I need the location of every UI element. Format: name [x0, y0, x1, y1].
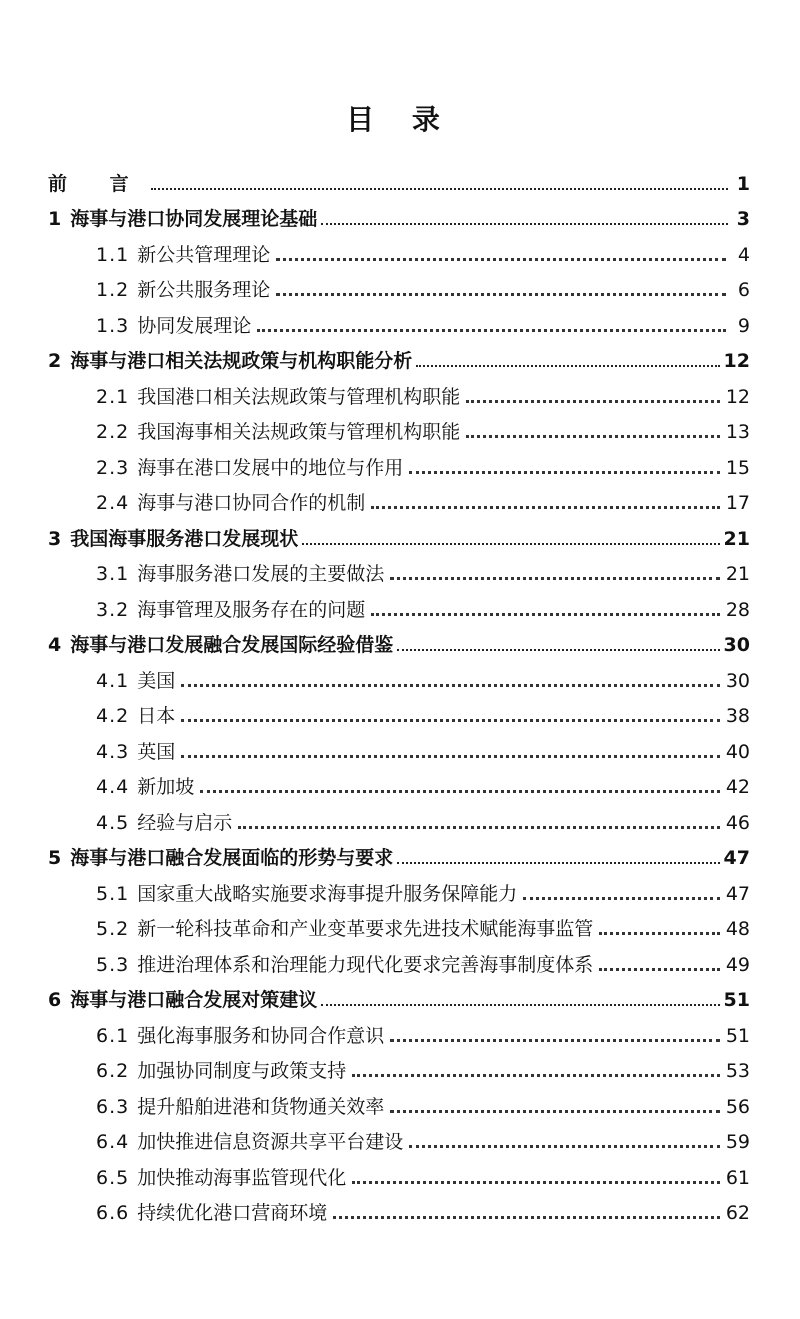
toc-chapter-entry[interactable] — [48, 835, 750, 871]
toc-entry-number: 6.1 — [96, 1024, 130, 1047]
toc-entry-number: 2.4 — [96, 492, 130, 514]
toc-entry-title: 英国 — [137, 740, 176, 763]
toc-entry-title: 加强协同制度与政策支持 — [137, 1060, 347, 1082]
toc-page-number: 51 — [723, 989, 750, 1011]
toc-entry-number: 1.3 — [96, 314, 130, 337]
toc-section-entry[interactable] — [48, 906, 750, 942]
toc-page-number: 48 — [725, 918, 750, 940]
toc-entry-number: 2.2 — [96, 421, 130, 443]
toc-entry-number: 2 — [48, 350, 63, 372]
toc-dot-leader — [397, 862, 719, 864]
toc-entry-number: 3.1 — [96, 563, 130, 585]
toc-dot-leader — [321, 1004, 719, 1006]
toc-page-number: 62 — [725, 1202, 750, 1224]
toc-section-entry[interactable] — [48, 1154, 750, 1190]
toc-page-number: 61 — [725, 1166, 750, 1189]
toc-entry-title: 美国 — [137, 669, 176, 692]
toc-entry-title: 经验与启示 — [137, 811, 233, 834]
toc-dot-leader — [181, 719, 720, 722]
toc-dot-leader — [151, 188, 728, 190]
toc-entry-number: 2.1 — [96, 385, 130, 408]
toc-dot-leader — [416, 365, 719, 367]
toc-page-number: 42 — [725, 776, 750, 798]
toc-entry-title: 海事管理及服务存在的问题 — [137, 598, 366, 621]
toc-dot-leader — [390, 1039, 720, 1042]
toc-page-number: 6 — [737, 279, 750, 301]
toc-page-number: 12 — [723, 350, 750, 372]
table-of-contents — [48, 160, 750, 1225]
toc-entry-number: 5.3 — [96, 953, 130, 976]
toc-entry-title: 海事服务港口发展的主要做法 — [137, 563, 385, 585]
toc-chapter-entry[interactable] — [48, 622, 750, 658]
toc-section-entry[interactable] — [48, 764, 750, 800]
toc-page-number: 47 — [725, 882, 750, 905]
toc-section-entry[interactable] — [48, 586, 750, 622]
toc-page-number: 38 — [725, 705, 750, 727]
toc-chapter-entry[interactable] — [48, 338, 750, 374]
toc-entry-title: 新公共服务理论 — [137, 279, 271, 301]
toc-dot-leader — [352, 1181, 720, 1184]
toc-dot-leader — [371, 613, 720, 616]
toc-section-entry[interactable] — [48, 551, 750, 587]
toc-entry-number: 6.6 — [96, 1202, 130, 1224]
toc-dot-leader — [257, 329, 726, 332]
toc-section-entry[interactable] — [48, 480, 750, 516]
toc-page-number: 21 — [723, 527, 750, 550]
toc-dot-leader — [599, 968, 720, 971]
toc-entry-title: 推进治理体系和治理能力现代化要求完善海事制度体系 — [137, 953, 594, 976]
toc-entry-number: 4.4 — [96, 776, 130, 798]
toc-entry-title: 协同发展理论 — [137, 314, 252, 337]
toc-section-entry[interactable] — [48, 1119, 750, 1155]
toc-page-number: 15 — [725, 456, 750, 479]
toc-entry-number: 4 — [48, 634, 63, 656]
toc-entry-number: 4.3 — [96, 740, 130, 763]
toc-entry-title: 加快推动海事监管现代化 — [137, 1166, 347, 1189]
toc-section-entry[interactable] — [48, 302, 750, 338]
toc-page-number: 47 — [723, 847, 750, 869]
toc-chapter-entry[interactable] — [48, 196, 750, 232]
toc-page-number: 56 — [725, 1095, 750, 1118]
toc-entry-title: 海事与港口协同发展理论基础 — [70, 208, 318, 230]
toc-page-number: 30 — [723, 634, 750, 656]
toc-section-entry[interactable] — [48, 1083, 750, 1119]
toc-entry-title: 海事与港口相关法规政策与机构职能分析 — [70, 350, 413, 372]
toc-dot-leader — [276, 293, 726, 296]
toc-page-number: 49 — [725, 953, 750, 976]
toc-dot-leader — [371, 506, 720, 509]
toc-page-number: 4 — [737, 243, 750, 266]
toc-page-number: 40 — [725, 740, 750, 763]
toc-section-entry[interactable] — [48, 799, 750, 835]
toc-dot-leader — [200, 790, 720, 793]
toc-entry-title: 新公共管理理论 — [137, 243, 271, 266]
toc-page-number: 3 — [736, 208, 750, 230]
toc-entry-title: 提升船舶进港和货物通关效率 — [137, 1095, 385, 1118]
toc-dot-leader — [333, 1216, 720, 1219]
toc-page-number: 13 — [725, 421, 750, 443]
toc-entry-number: 5.2 — [96, 918, 130, 940]
toc-entry-number: 1.1 — [96, 243, 130, 266]
toc-entry-number: 4.2 — [96, 705, 130, 727]
toc-entry-title: 海事与港口融合发展对策建议 — [70, 989, 318, 1011]
toc-page-number: 28 — [725, 598, 750, 621]
toc-entry-title: 新一轮科技革命和产业变革要求先进技术赋能海事监管 — [137, 918, 594, 940]
toc-page-number: 46 — [725, 811, 750, 834]
toc-section-entry[interactable] — [48, 444, 750, 480]
toc-dot-leader — [523, 897, 720, 900]
toc-entry-title: 日本 — [137, 705, 176, 727]
toc-entry-number: 2.3 — [96, 456, 130, 479]
toc-chapter-entry[interactable] — [48, 515, 750, 551]
toc-entry-title: 海事在港口发展中的地位与作用 — [137, 456, 404, 479]
toc-section-entry[interactable] — [48, 1012, 750, 1048]
toc-page-number: 59 — [725, 1131, 750, 1153]
toc-entry-number: 4.1 — [96, 669, 130, 692]
toc-section-entry[interactable] — [48, 231, 750, 267]
toc-entry-title: 我国港口相关法规政策与管理机构职能 — [137, 385, 461, 408]
toc-entry-title: 我国海事相关法规政策与管理机构职能 — [137, 421, 461, 443]
toc-entry-title: 海事与港口融合发展面临的形势与要求 — [70, 847, 394, 869]
toc-page-number: 53 — [725, 1060, 750, 1082]
toc-entry-number: 3.2 — [96, 598, 130, 621]
toc-page-number: 51 — [725, 1024, 750, 1047]
toc-dot-leader — [409, 471, 720, 474]
toc-entry-number: 3 — [48, 527, 63, 550]
toc-entry-title: 海事与港口发展融合发展国际经验借鉴 — [70, 634, 394, 656]
toc-entry-number: 4.5 — [96, 811, 130, 834]
toc-entry-title: 新加坡 — [137, 776, 195, 798]
toc-dot-leader — [390, 577, 720, 580]
toc-section-entry[interactable] — [48, 657, 750, 693]
toc-section-entry[interactable] — [48, 693, 750, 729]
toc-dot-leader — [352, 1074, 720, 1077]
toc-entry-number: 5.1 — [96, 882, 130, 905]
toc-entry-number: 6.4 — [96, 1131, 130, 1153]
toc-dot-leader — [181, 755, 720, 758]
toc-entry-title: 国家重大战略实施要求海事提升服务保障能力 — [137, 882, 518, 905]
toc-dot-leader — [321, 223, 728, 225]
toc-section-entry[interactable] — [48, 870, 750, 906]
toc-dot-leader — [466, 400, 720, 403]
toc-entry-title: 前 言 — [48, 172, 147, 195]
toc-section-entry[interactable] — [48, 728, 750, 764]
toc-entry-title: 加快推进信息资源共享平台建设 — [137, 1131, 404, 1153]
toc-dot-leader — [409, 1145, 720, 1148]
toc-entry-title: 持续优化港口营商环境 — [137, 1202, 328, 1224]
page-title: 目 录 — [346, 103, 454, 136]
toc-entry-title: 海事与港口协同合作的机制 — [137, 492, 366, 514]
toc-entry-number: 1.2 — [96, 279, 130, 301]
toc-entry-number: 1 — [48, 208, 63, 230]
toc-chapter-entry[interactable] — [48, 977, 750, 1013]
toc-page-number: 1 — [736, 172, 750, 195]
toc-section-entry[interactable] — [48, 1190, 750, 1226]
toc-entry-title: 我国海事服务港口发展现状 — [70, 527, 299, 550]
toc-dot-leader — [466, 435, 720, 438]
toc-entry-number: 6.2 — [96, 1060, 130, 1082]
toc-dot-leader — [238, 826, 720, 829]
toc-section-entry[interactable] — [48, 373, 750, 409]
toc-page-number: 17 — [725, 492, 750, 514]
toc-dot-leader — [181, 684, 720, 687]
toc-page-number: 30 — [725, 669, 750, 692]
toc-section-entry[interactable] — [48, 267, 750, 303]
toc-entry-number: 6.3 — [96, 1095, 130, 1118]
toc-dot-leader — [397, 649, 719, 651]
toc-entry-number: 6 — [48, 989, 63, 1011]
toc-section-entry[interactable] — [48, 1048, 750, 1084]
toc-section-entry[interactable] — [48, 409, 750, 445]
toc-page-number: 12 — [725, 385, 750, 408]
toc-entry-title: 强化海事服务和协同合作意识 — [137, 1024, 385, 1047]
toc-section-entry[interactable] — [48, 941, 750, 977]
toc-dot-leader — [276, 258, 726, 261]
toc-page-number: 9 — [737, 314, 750, 337]
toc-entry-number: 6.5 — [96, 1166, 130, 1189]
toc-preface-entry[interactable] — [48, 160, 750, 196]
toc-dot-leader — [390, 1110, 720, 1113]
toc-page-number: 21 — [725, 563, 750, 585]
toc-dot-leader — [599, 932, 720, 935]
toc-entry-number: 5 — [48, 847, 63, 869]
toc-dot-leader — [302, 543, 719, 545]
